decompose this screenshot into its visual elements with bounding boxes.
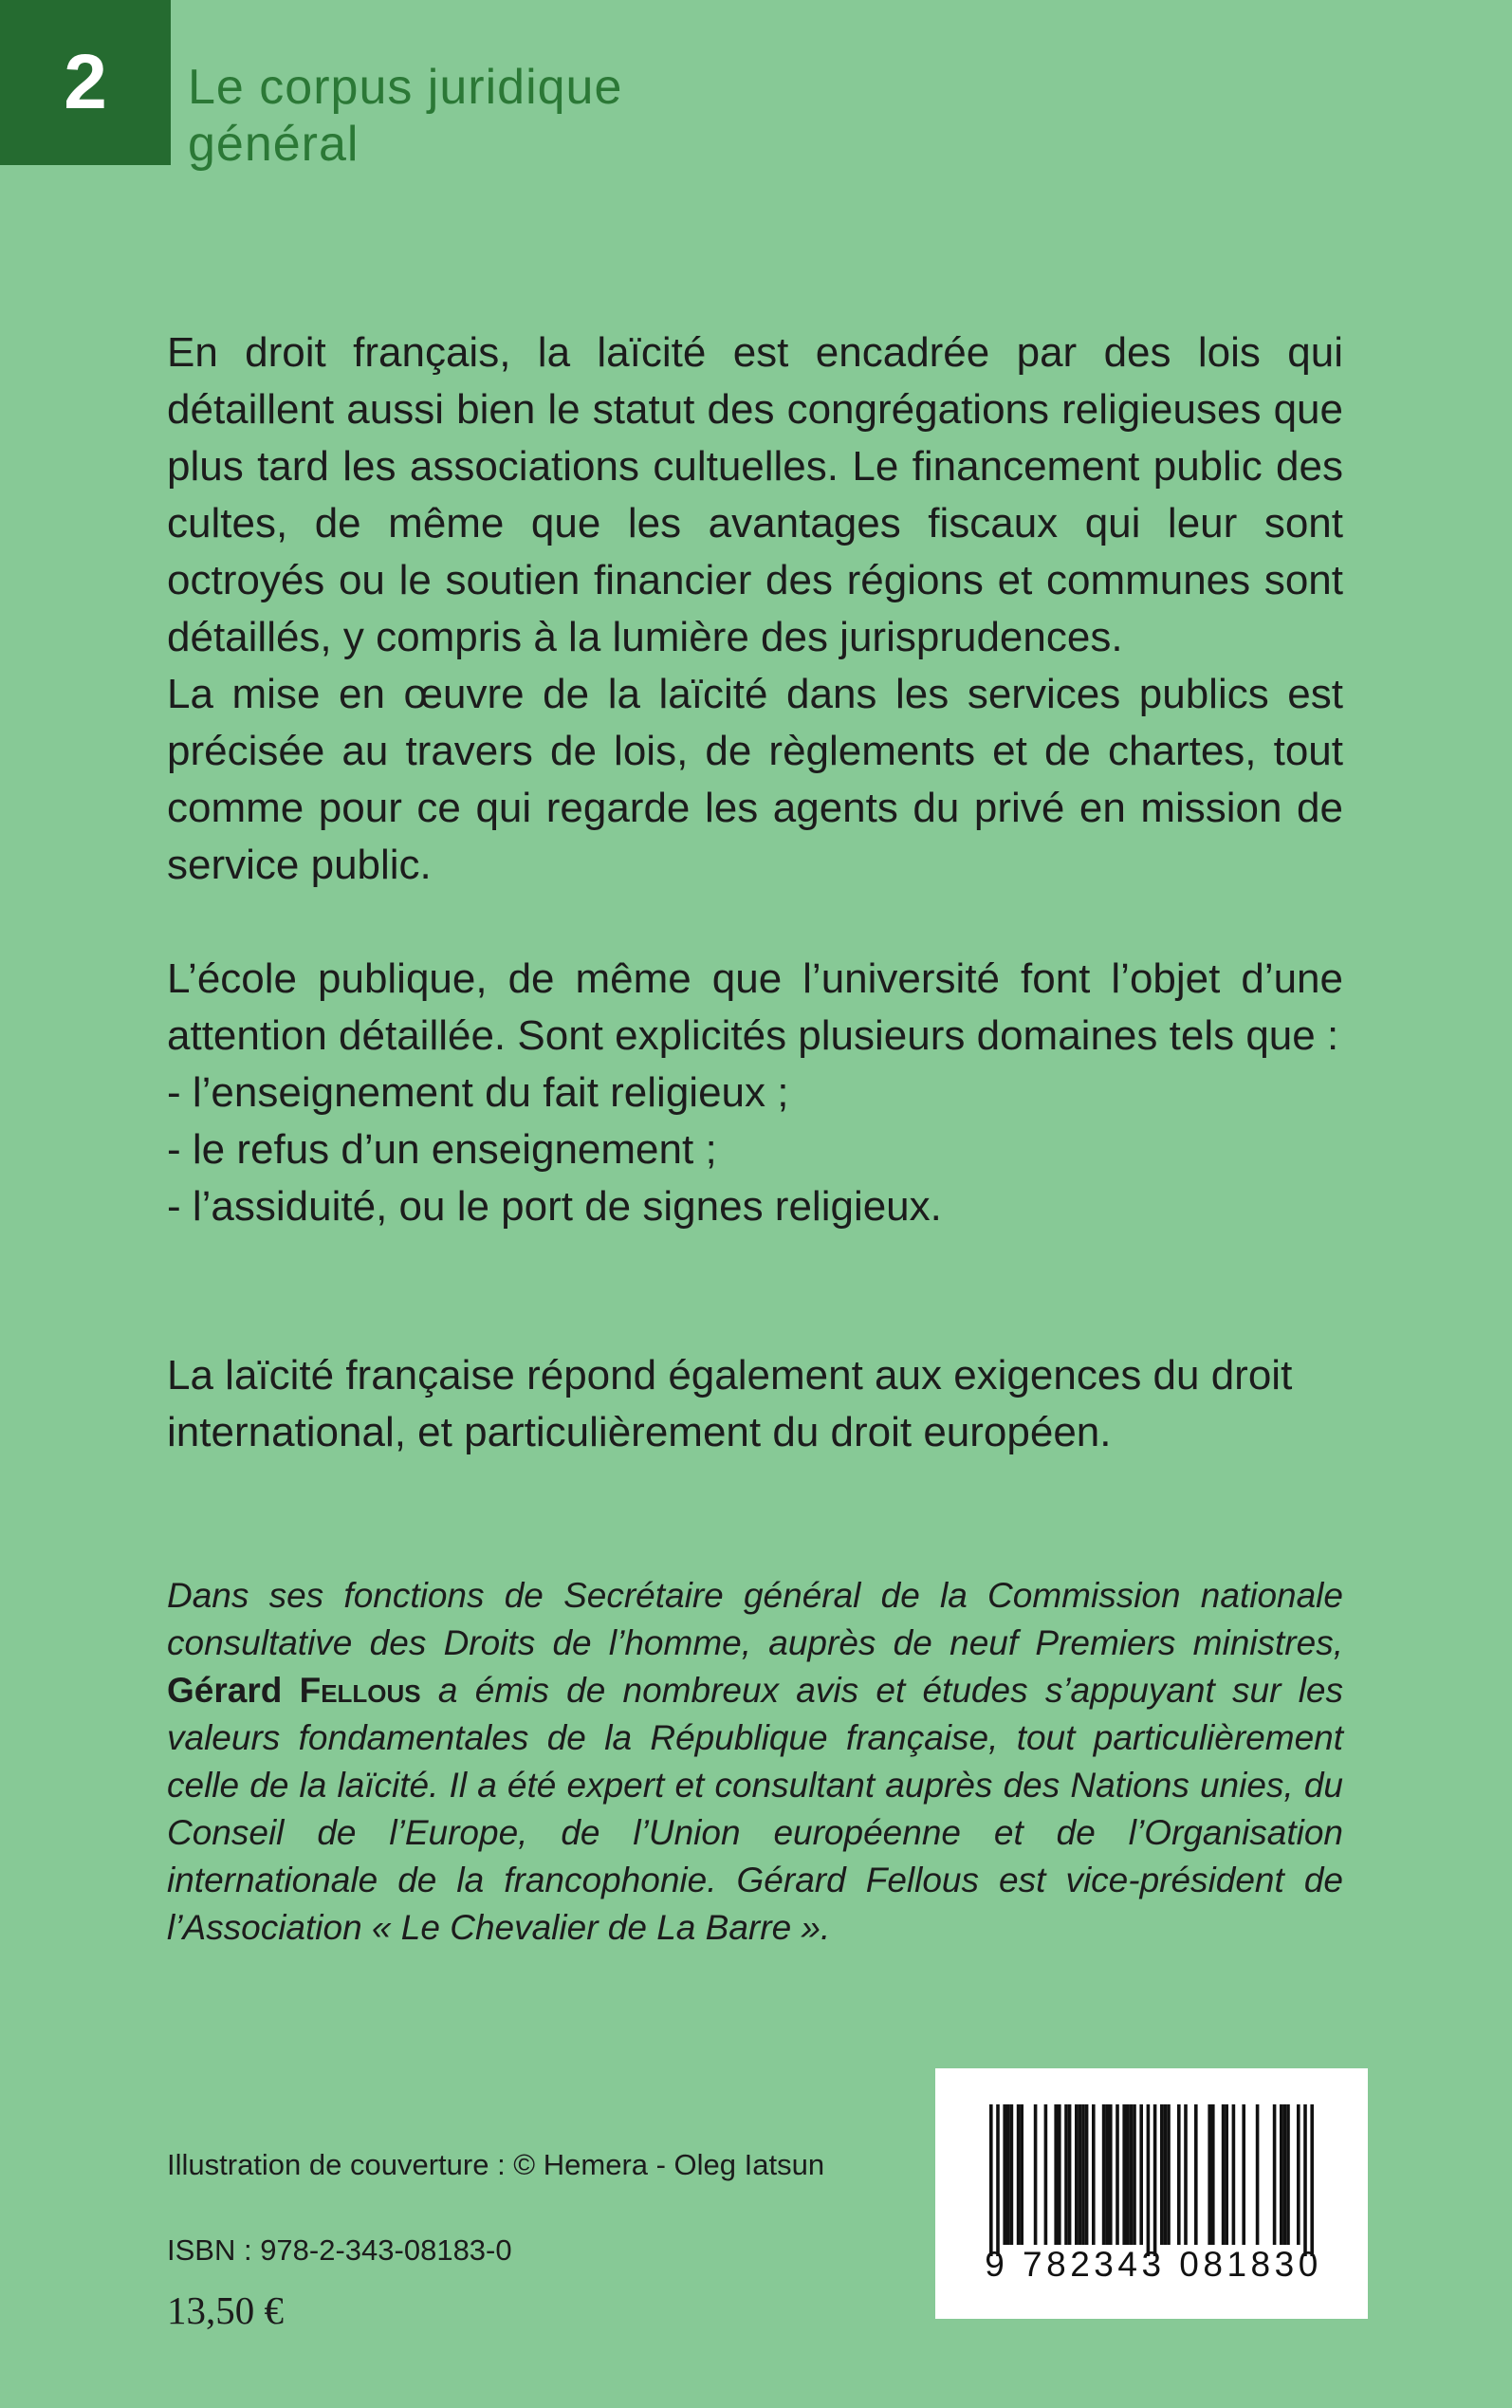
barcode-bar bbox=[1102, 2104, 1106, 2245]
barcode-bar bbox=[1147, 2104, 1151, 2256]
bio-intro: Dans ses fonctions de Secrétaire général de la Commission nationale consultative des Droits de l’homme, auprès de neuf Premiers ministres, bbox=[167, 1576, 1343, 1662]
education-section bbox=[167, 951, 1343, 1235]
barcode-bar bbox=[1232, 2104, 1236, 2245]
barcode-bar bbox=[1020, 2104, 1023, 2245]
barcode-bar bbox=[1208, 2104, 1211, 2245]
paragraph-legal-framework: En droit français, la laïcité est encadrée par des lois qui détaillent aussi bien le statut des congrégations religieuses que plus tard les associations cultuelles. Le financement public des cultes, de même que les avantages fiscaux qui leur sont octroyés ou le soutien financier des régions et communes sont détaillés, y compris à la lumière des jurisprudences. bbox=[167, 329, 1343, 660]
author-name bbox=[167, 1671, 421, 1710]
barcode-bar bbox=[1297, 2104, 1300, 2245]
barcode-bar bbox=[1006, 2104, 1010, 2245]
barcode-bar bbox=[1286, 2104, 1290, 2245]
barcode-bar bbox=[1010, 2104, 1014, 2245]
barcode-bar bbox=[1273, 2104, 1277, 2245]
series-number-badge bbox=[0, 0, 171, 165]
barcode-bar bbox=[1092, 2104, 1096, 2245]
list-item: - le refus d’un enseignement ; bbox=[167, 1126, 717, 1173]
barcode-bar bbox=[1222, 2104, 1226, 2245]
barcode-bar bbox=[1058, 2104, 1061, 2245]
author-bio bbox=[167, 1572, 1343, 1952]
series-title-line-1: Le corpus juridique bbox=[188, 60, 623, 115]
barcode bbox=[935, 2068, 1368, 2319]
barcode-bar bbox=[1280, 2104, 1283, 2245]
barcode-bar bbox=[1068, 2104, 1072, 2245]
paragraph-education: L’école publique, de même que l’université font l’objet d’une attention détaillée. Sont explicités plusieurs domaines tels que : bbox=[167, 955, 1343, 1059]
barcode-bar bbox=[1075, 2104, 1079, 2245]
series-title-line-2: général bbox=[188, 117, 360, 172]
barcode-bar bbox=[1044, 2104, 1048, 2245]
list-item: - l’assiduité, ou le port de signes religieux. bbox=[167, 1183, 942, 1230]
barcode-bar bbox=[1167, 2104, 1171, 2245]
barcode-bar bbox=[1283, 2104, 1287, 2245]
barcode-bar bbox=[996, 2104, 1000, 2256]
barcode-bar bbox=[1211, 2104, 1215, 2245]
barcode-bar bbox=[1079, 2104, 1082, 2245]
barcode-bar bbox=[1109, 2104, 1113, 2245]
barcode-bar bbox=[1122, 2104, 1126, 2245]
barcode-bar bbox=[1003, 2104, 1006, 2245]
barcode-bar bbox=[1160, 2104, 1164, 2245]
barcode-bar bbox=[1153, 2104, 1157, 2256]
barcode-bar bbox=[1139, 2104, 1143, 2245]
cover-illustration-credit: Illustration de couverture : © Hemera - Oleg Iatsun bbox=[167, 2148, 825, 2181]
barcode-bar bbox=[1310, 2104, 1314, 2256]
barcode-bar bbox=[1177, 2104, 1181, 2245]
barcode-bar bbox=[1225, 2104, 1228, 2245]
bio-rest: a émis de nombreux avis et études s’appuyant sur les valeurs fondamentales de la République française, tout particulièrement celle de la laïcité. Il a été expert et consultant auprès des Nations unies, du Conseil de l’Europe, de l’Union européenne et de l’Organisation internationale de la francophonie. Gérard Fellous est vice-président de l’Association « Le Chevalier de La Barre ». bbox=[167, 1671, 1343, 1947]
isbn-number: ISBN : 978-2-343-08183-0 bbox=[167, 2233, 512, 2267]
barcode-bar bbox=[989, 2104, 993, 2256]
paragraph-public-services: La mise en œuvre de la laïcité dans les services publics est précisée au travers de lois, de règlements et de chartes, tout comme pour ce qui regarde les agents du privé en mission de service public. bbox=[167, 671, 1343, 888]
barcode-bar bbox=[1194, 2104, 1198, 2245]
barcode-bar bbox=[1184, 2104, 1188, 2245]
barcode-bar bbox=[1064, 2104, 1068, 2245]
price: 13,50 € bbox=[167, 2288, 284, 2332]
barcode-bar bbox=[1242, 2104, 1245, 2245]
barcode-digits: 9 782343 081830 bbox=[985, 2245, 1322, 2284]
series-title bbox=[188, 59, 622, 173]
international-section bbox=[167, 1347, 1343, 1461]
barcode-bar bbox=[1116, 2104, 1119, 2245]
barcode-bar bbox=[1303, 2104, 1307, 2256]
paragraph-international: La laïcité française répond également aux exigences du droit international, et particulièrement du droit européen. bbox=[167, 1352, 1293, 1455]
author-first-name: Gérard bbox=[167, 1671, 300, 1710]
barcode-bar bbox=[1034, 2104, 1038, 2245]
author-last-name: Fellous bbox=[299, 1671, 421, 1710]
list-item: - l’enseignement du fait religieux ; bbox=[167, 1069, 789, 1116]
barcode-bar bbox=[1256, 2104, 1260, 2245]
barcode-bar bbox=[1133, 2104, 1136, 2245]
barcode-bar bbox=[1164, 2104, 1168, 2245]
barcode-bar bbox=[1126, 2104, 1130, 2245]
barcode-bar bbox=[1054, 2104, 1058, 2245]
barcode-bar bbox=[1105, 2104, 1109, 2245]
series-number: 2 bbox=[64, 39, 107, 125]
barcode-bar bbox=[1017, 2104, 1021, 2245]
barcode-bar bbox=[1130, 2104, 1134, 2245]
barcode-bar bbox=[1081, 2104, 1085, 2245]
intro-section bbox=[167, 324, 1343, 894]
barcode-bar bbox=[1085, 2104, 1089, 2245]
